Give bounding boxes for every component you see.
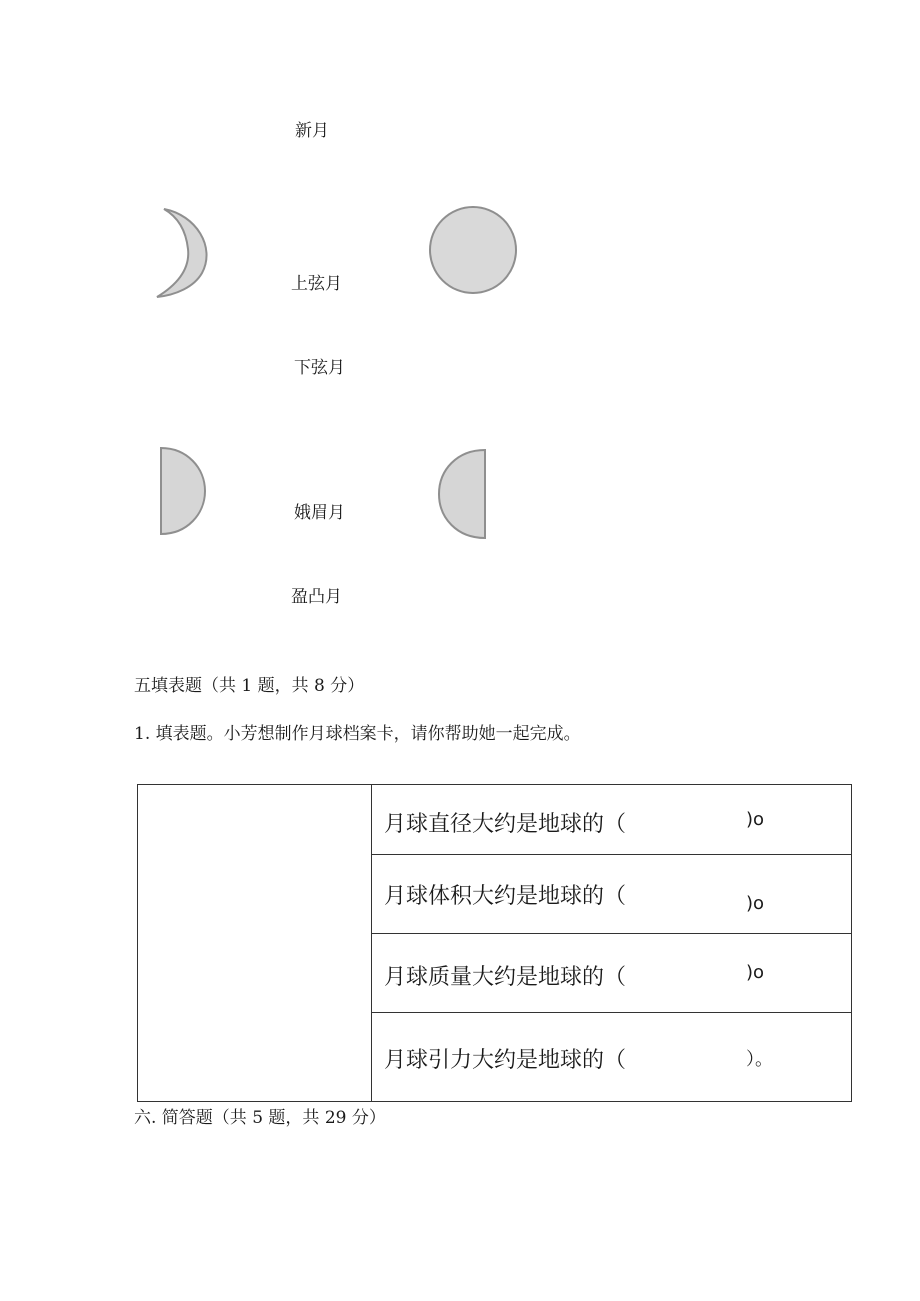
row-end-gravity: ）。	[746, 1049, 773, 1070]
table-cell	[372, 934, 852, 1013]
section6-heading: 六. 简答题（共 5 题，共 29 分）	[134, 1108, 386, 1128]
left-half-moon-picture	[433, 446, 491, 542]
crescent-moon-picture	[150, 203, 215, 303]
label-crescent: 娥眉月	[294, 503, 345, 523]
label-first-quarter: 上弦月	[291, 274, 342, 294]
table-cell	[372, 855, 852, 934]
picture-blank-cell	[138, 785, 372, 1102]
table-cell	[372, 1013, 852, 1102]
row-end-mass: )o	[746, 962, 765, 983]
label-last-quarter: 下弦月	[294, 358, 345, 378]
row-text-gravity: 月球引力大约是地球的（	[384, 1048, 627, 1073]
row-end-diameter: )o	[746, 809, 765, 830]
table-cell	[372, 785, 852, 855]
row-text-diameter: 月球直径大约是地球的（	[384, 812, 627, 837]
row-text-mass: 月球质量大约是地球的（	[384, 965, 627, 990]
section5-heading: 五填表题（共 1 题，共 8 分）	[134, 676, 365, 696]
label-gibbous: 盈凸月	[291, 587, 342, 607]
right-half-moon-picture	[155, 444, 211, 538]
moon-record-table	[137, 784, 852, 1102]
full-moon-picture	[425, 205, 521, 297]
row-end-volume: )o	[746, 893, 765, 914]
table-row	[138, 785, 852, 855]
label-new-moon: 新月	[295, 121, 329, 141]
row-text-volume: 月球体积大约是地球的（	[384, 884, 627, 909]
section5-question: 1. 填表题。小芳想制作月球档案卡，请你帮助她一起完成。	[134, 724, 581, 744]
